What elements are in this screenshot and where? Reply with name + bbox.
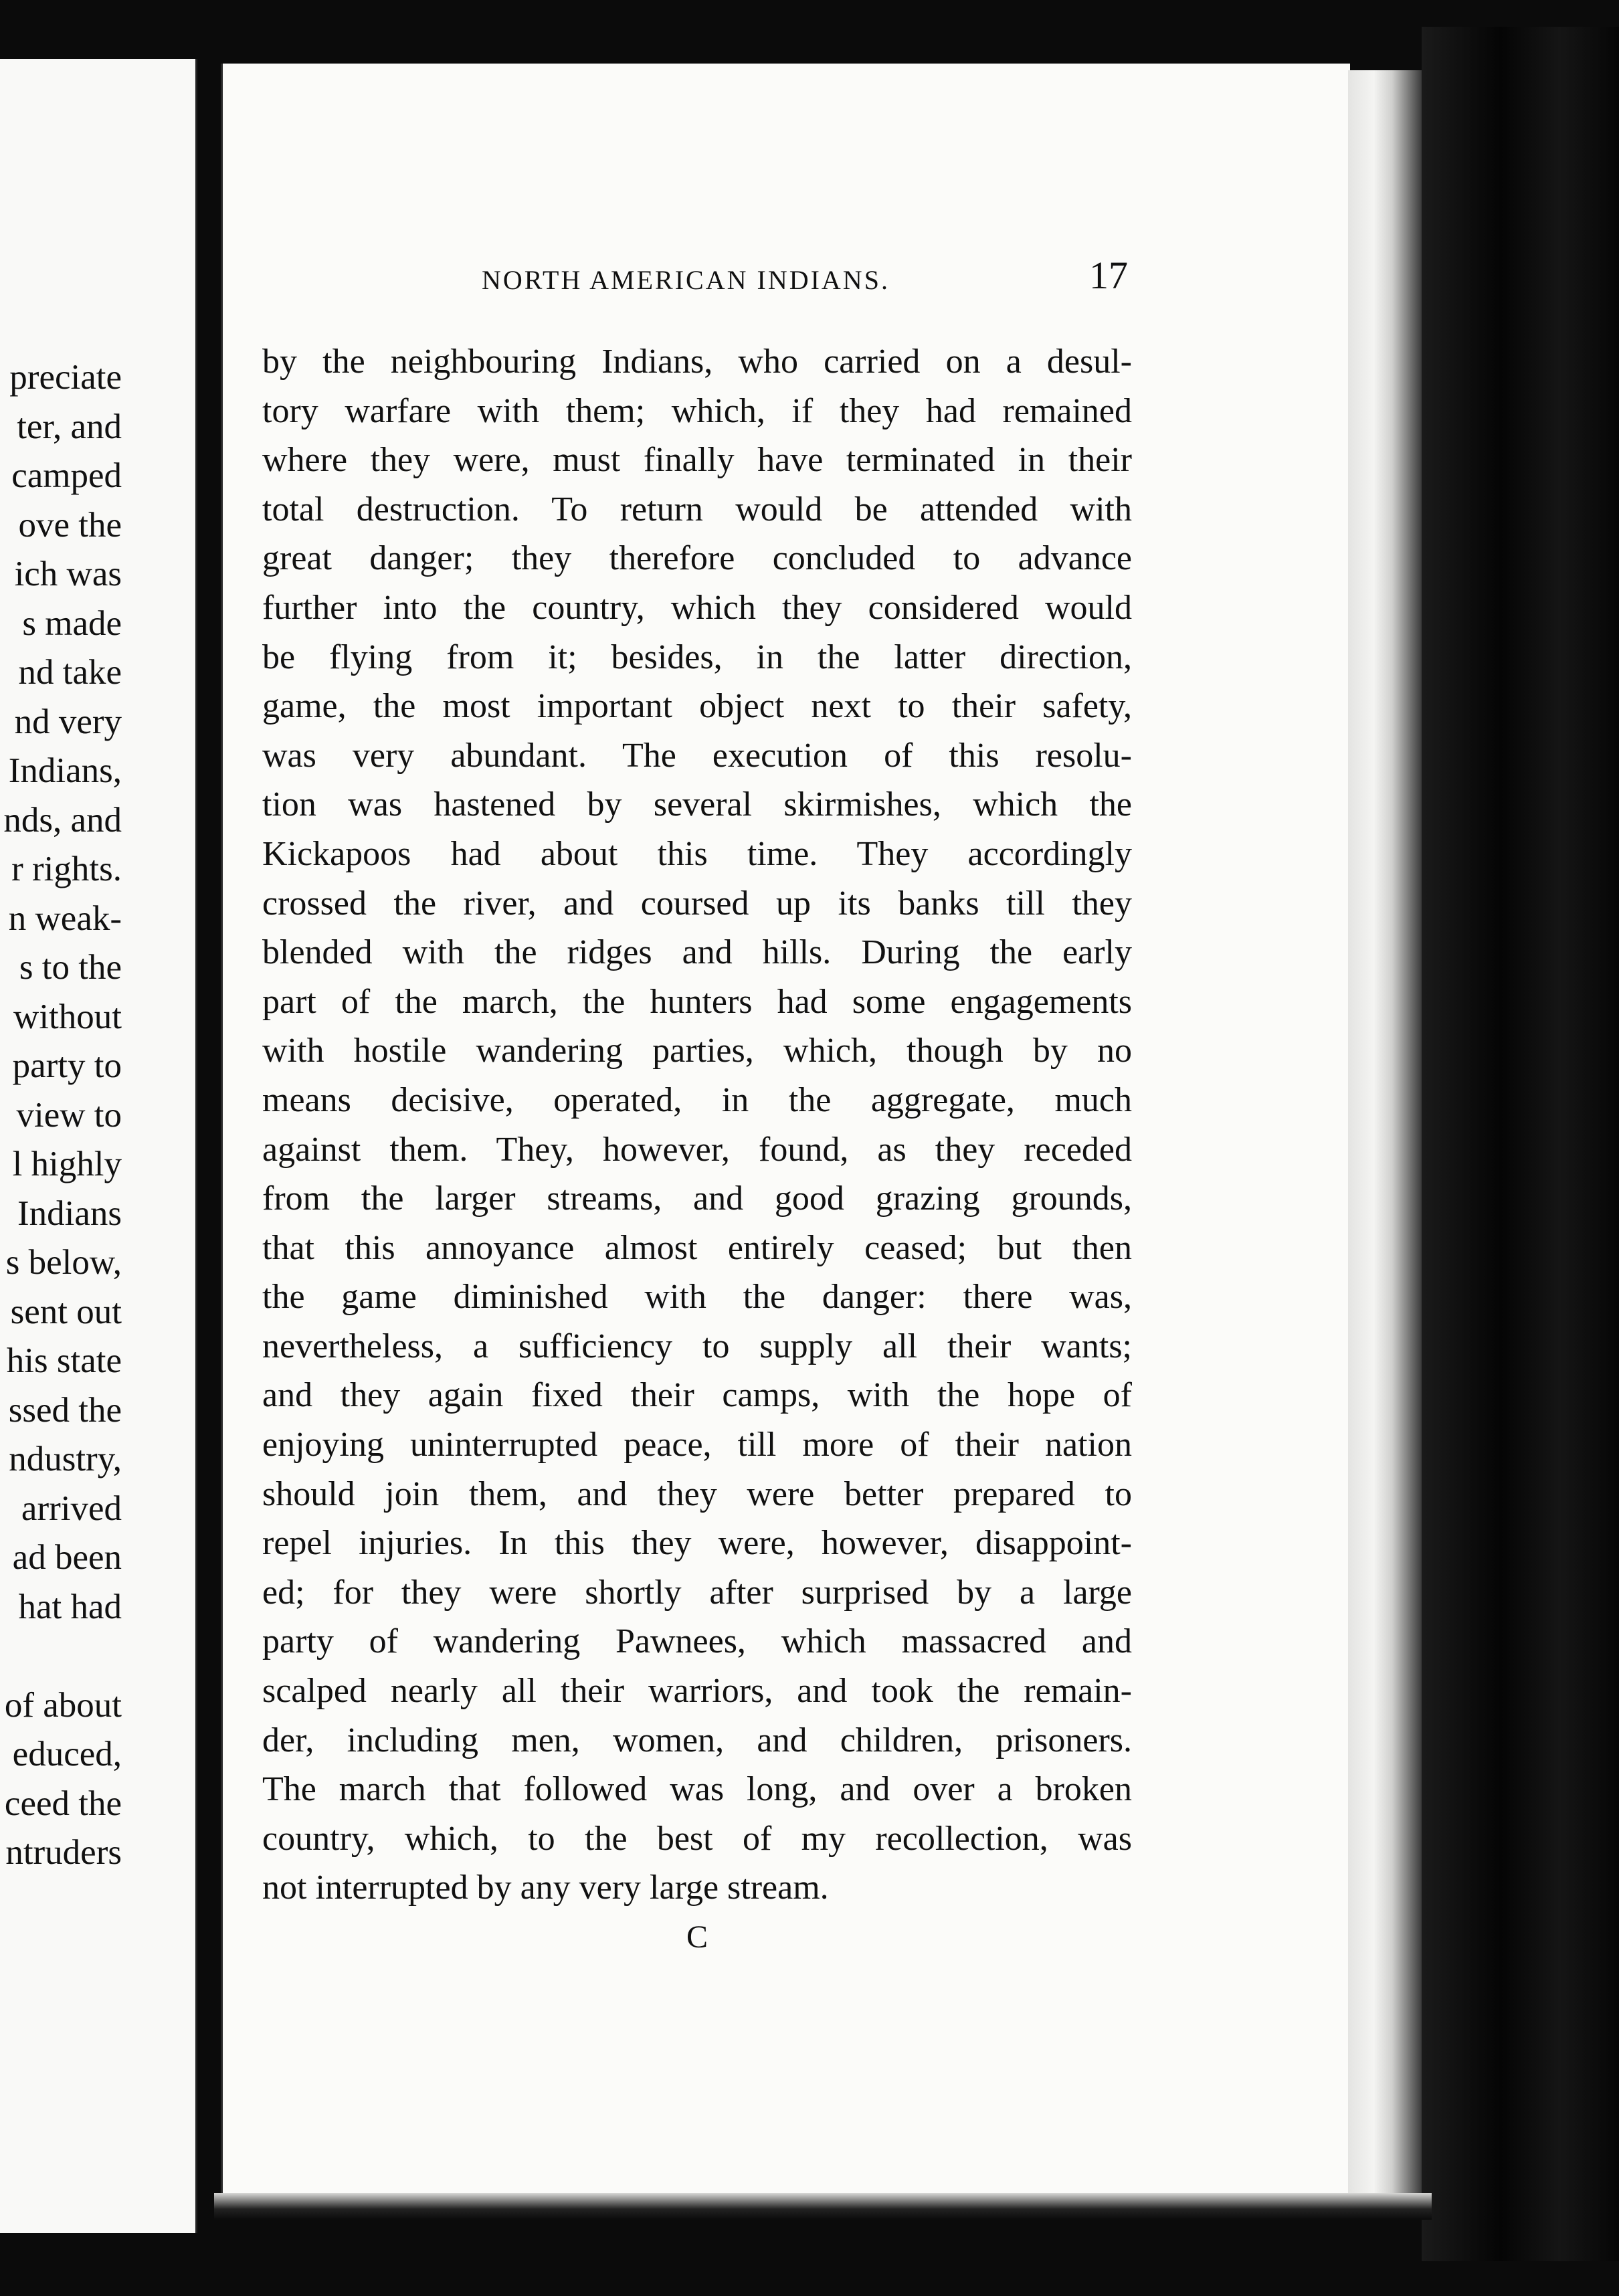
text-line: The march that followed was long, and over a broken	[262, 1770, 1132, 1809]
text-line: further into the country, which they considered would	[262, 588, 1132, 627]
text-line: was very abundant. The execution of this resolu-	[262, 736, 1132, 775]
previous-page-line: arrived	[21, 1489, 122, 1528]
text-line: scalped nearly all their warriors, and took the remain-	[262, 1672, 1132, 1711]
book-binding	[1422, 27, 1619, 2261]
page-bottom-shadow	[214, 2193, 1432, 2220]
text-line: ed; for they were shortly after surprised by a large	[262, 1573, 1132, 1612]
previous-page-line	[3, 1632, 122, 1681]
text-line: tion was hastened by several skirmishes, which the	[262, 785, 1132, 824]
previous-page-line: view to	[16, 1095, 122, 1135]
previous-page-line: sent out	[10, 1292, 122, 1331]
previous-page-line: of about	[4, 1685, 122, 1725]
previous-page-line: hat had	[18, 1587, 122, 1626]
previous-page-fragment	[0, 59, 197, 2233]
previous-page-line: s below,	[5, 1243, 122, 1282]
previous-page-line: s made	[22, 603, 122, 643]
previous-page-line: nd take	[18, 653, 122, 692]
text-line: with hostile wandering parties, which, though by no	[262, 1032, 1132, 1070]
text-line: where they were, must finally have terminated in their	[262, 441, 1132, 480]
previous-page-line: ad been	[12, 1538, 122, 1577]
previous-page-line: without	[13, 997, 122, 1036]
previous-page-line: s to the	[19, 948, 122, 987]
running-head: NORTH AMERICAN INDIANS.	[482, 265, 890, 295]
text-line: crossed the river, and coursed up its banks till they	[262, 884, 1132, 923]
text-line: nevertheless, a sufficiency to supply all their wants;	[262, 1327, 1132, 1365]
text-line: means decisive, operated, in the aggregate, much	[262, 1080, 1132, 1119]
text-line: not interrupted by any very large stream.	[262, 1869, 829, 1907]
text-line: part of the march, the hunters had some engagements	[262, 982, 1132, 1021]
previous-page-line: n weak-	[8, 898, 122, 938]
text-line: and they again fixed their camps, with the hope of	[262, 1376, 1132, 1415]
page-edge	[1348, 70, 1422, 2198]
previous-page-line: his state	[6, 1341, 122, 1380]
text-line: total destruction. To return would be attended with	[262, 490, 1132, 529]
previous-page-line: preciate	[9, 358, 122, 397]
text-line: great danger; they therefore concluded to advance	[262, 539, 1132, 578]
previous-page-line: ich was	[14, 555, 122, 593]
previous-page-line: ndustry,	[9, 1440, 122, 1478]
previous-page-line: Indians,	[8, 751, 122, 790]
text-line: game, the most important object next to their safety,	[262, 687, 1132, 726]
text-line: from the larger streams, and good grazing grounds,	[262, 1179, 1132, 1218]
text-line: be flying from it; besides, in the latter direction,	[262, 638, 1132, 676]
text-line: der, including men, women, and children, prisoners.	[262, 1721, 1132, 1759]
signature-mark: C	[686, 1919, 708, 1955]
page-number: 17	[1089, 254, 1128, 297]
previous-page-line: r rights.	[11, 850, 122, 888]
previous-page-line: nds, and	[3, 800, 122, 840]
previous-page-line: educed,	[12, 1735, 122, 1774]
previous-page-line: nd very	[14, 702, 122, 741]
text-line: that this annoyance almost entirely ceased; but then	[262, 1228, 1132, 1267]
previous-page-line: camped	[11, 456, 122, 495]
previous-page-line: ssed the	[8, 1390, 122, 1430]
text-line: blended with the ridges and hills. During the early	[262, 933, 1132, 972]
text-line: country, which, to the best of my recollection, was	[262, 1819, 1132, 1858]
previous-page-line: ntruders	[5, 1833, 122, 1872]
body-text	[262, 337, 1132, 1913]
text-line: enjoying uninterrupted peace, till more of their nation	[262, 1426, 1132, 1464]
previous-page-text	[3, 353, 122, 1878]
text-line: Kickapoos had about this time. They accordingly	[262, 834, 1132, 873]
previous-page-line: Indians	[17, 1193, 122, 1233]
previous-page-line: party to	[12, 1046, 122, 1085]
text-line: the game diminished with the danger: there was,	[262, 1278, 1132, 1317]
text-line: should join them, and they were better prepared to	[262, 1474, 1132, 1513]
previous-page-line: ceed the	[4, 1784, 122, 1823]
previous-page-line: l highly	[12, 1145, 122, 1183]
text-line: party of wandering Pawnees, which massacred and	[262, 1622, 1132, 1661]
text-line: by the neighbouring Indians, who carried on a desul-	[262, 343, 1132, 381]
previous-page-line: ove the	[18, 505, 122, 545]
text-line: repel injuries. In this they were, however, disappoint-	[262, 1524, 1132, 1563]
text-line: tory warfare with them; which, if they had remained	[262, 391, 1132, 430]
previous-page-line: ter, and	[17, 407, 122, 446]
text-line: against them. They, however, found, as they receded	[262, 1130, 1132, 1169]
